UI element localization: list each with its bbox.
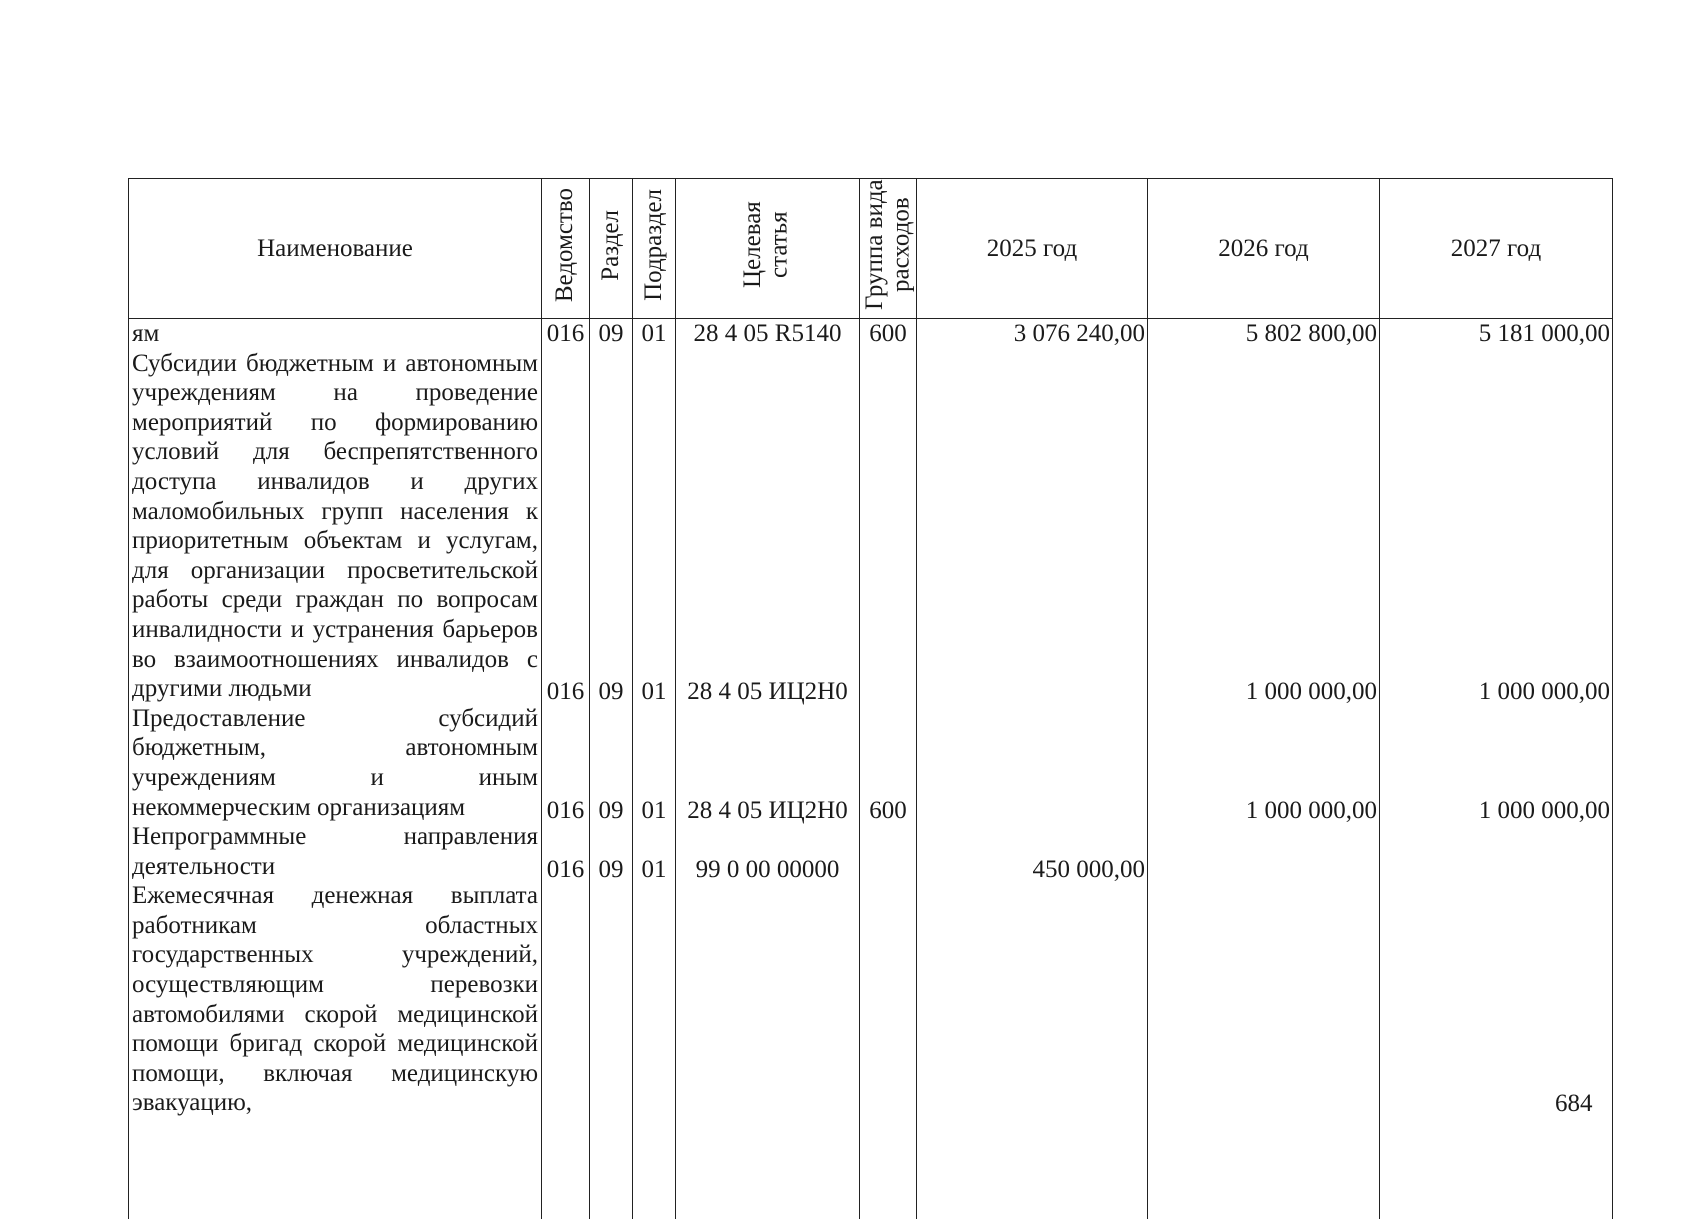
podrazdel-value: 01 [633, 319, 675, 349]
header-vedomstvo [542, 179, 590, 319]
vedomstvo-value: 016 [542, 677, 589, 707]
year-2025-column [917, 319, 1148, 1219]
header-vedomstvo-label: Ведомство [552, 188, 578, 302]
podrazdel-column [633, 319, 676, 1219]
name-block: ям [132, 319, 538, 349]
header-celevaya-statya [676, 179, 860, 319]
gruppa-vida-rashodov-column [860, 319, 917, 1219]
header-podrazdel [633, 179, 676, 319]
podrazdel-value: 01 [633, 855, 675, 885]
gruppa-vida-rashodov-value: 600 [860, 319, 916, 349]
header-celevaya-statya-label: Целевая статья [740, 190, 796, 300]
budget-table [128, 178, 1613, 1219]
year-2027-value: 1 000 000,00 [1380, 796, 1612, 826]
razdel-value: 09 [590, 796, 632, 826]
year-2027-value: 5 181 000,00 [1380, 319, 1612, 349]
celevaya-statya-value: 28 4 05 ИЦ2Н0 [676, 677, 859, 707]
razdel-value: 09 [590, 855, 632, 885]
celevaya-statya-value: 99 0 00 00000 [676, 855, 859, 885]
header-name-label: Наименование [257, 235, 413, 262]
header-year-2027 [1380, 179, 1613, 319]
year-2027-value: 1 000 000,00 [1380, 677, 1612, 707]
header-razdel-label: Раздел [598, 210, 624, 281]
year-2025-value: 3 076 240,00 [917, 319, 1147, 349]
year-2026-value: 5 802 800,00 [1148, 319, 1379, 349]
razdel-value: 09 [590, 677, 632, 707]
vedomstvo-value: 016 [542, 319, 589, 349]
celevaya-statya-column [676, 319, 860, 1219]
header-year-2027-label: 2027 год [1451, 235, 1541, 262]
page-number: 684 [1555, 1090, 1593, 1118]
table-body-row [129, 319, 1613, 1219]
year-2026-column [1148, 319, 1380, 1219]
vedomstvo-value: 016 [542, 796, 589, 826]
table-header-row [129, 179, 1613, 319]
year-2026-value: 1 000 000,00 [1148, 796, 1379, 826]
celevaya-statya-value: 28 4 05 R5140 [676, 319, 859, 349]
year-2027-column [1380, 319, 1613, 1219]
name-block: Ежемесячная денежная выплата работникам областных государственных учреждений, осуществляющим перевозки автомобилями скорой медицинской помощи бригад скорой медицинской помощи, включая медицинскую эвакуацию, [132, 881, 538, 1118]
name-block: Предоставление субсидий бюджетным, автономным учреждениям и иным некоммерческим организациям [132, 704, 538, 822]
header-year-2026-label: 2026 год [1218, 235, 1308, 262]
header-year-2025-label: 2025 год [987, 235, 1077, 262]
header-gruppa-vida-rashodov [860, 179, 917, 319]
header-razdel [590, 179, 633, 319]
header-podrazdel-label: Подраздел [641, 189, 667, 301]
header-year-2026 [1148, 179, 1380, 319]
vedomstvo-value: 016 [542, 855, 589, 885]
name-column [129, 319, 542, 1219]
podrazdel-value: 01 [633, 677, 675, 707]
header-gruppa-vida-rashodov-label: Группа вида расходов [862, 179, 914, 311]
razdel-value: 09 [590, 319, 632, 349]
header-name [129, 179, 542, 319]
year-2026-value: 1 000 000,00 [1148, 677, 1379, 707]
vedomstvo-column [542, 319, 590, 1219]
name-block: Субсидии бюджетным и автономным учреждениям на проведение мероприятий по формированию условий для беспрепятственного доступа инвалидов и других маломобильных групп населения к приоритетным объектам и услугам, для организации просветительской работы среди граждан по вопросам инвалидности и устранения барьеров во взаимоотношениях инвалидов с другими людьми [132, 349, 538, 704]
celevaya-statya-value: 28 4 05 ИЦ2Н0 [676, 796, 859, 826]
razdel-column [590, 319, 633, 1219]
name-block: Непрограммные направления деятельности [132, 822, 538, 881]
podrazdel-value: 01 [633, 796, 675, 826]
year-2025-value: 450 000,00 [917, 855, 1147, 885]
header-year-2025 [917, 179, 1148, 319]
gruppa-vida-rashodov-value: 600 [860, 796, 916, 826]
